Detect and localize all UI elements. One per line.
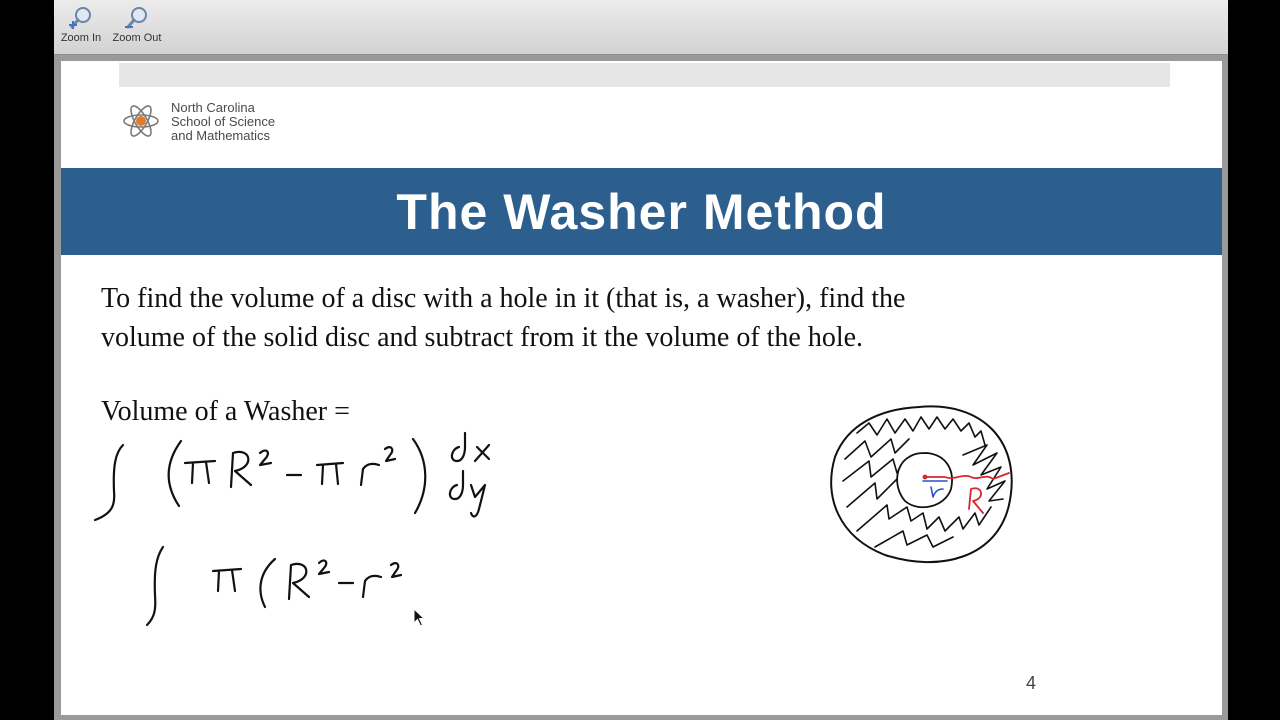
- school-name-line: and Mathematics: [171, 128, 270, 143]
- school-name-line: School of Science: [171, 114, 276, 129]
- zoom-out-button[interactable]: [110, 4, 164, 50]
- magnifier-minus-icon: [122, 5, 152, 31]
- viewer-window: [54, 0, 1228, 720]
- atom-logo-icon: [121, 101, 161, 141]
- slide-top-strip: [119, 63, 1170, 87]
- title-banner: [61, 168, 1222, 255]
- page-number: 4: [1025, 673, 1036, 693]
- washer-drawing: [831, 406, 1012, 562]
- handwritten-integral-formula: [95, 433, 489, 625]
- slide-title: The Washer Method: [396, 184, 887, 240]
- body-line: To find the volume of a disc with a hole in it (that is, a washer), find the: [101, 283, 906, 314]
- zoom-in-label: Zoom In: [60, 32, 102, 44]
- body-line: volume of the solid disc and subtract from it the volume of the hole.: [101, 322, 864, 353]
- magnifier-plus-icon: [66, 5, 96, 31]
- school-name-line: North Carolina: [171, 100, 255, 115]
- slide-body-text: [101, 279, 1181, 357]
- school-name: [171, 101, 331, 143]
- zoom-out-label: Zoom Out: [112, 32, 162, 44]
- toolbar: [54, 0, 1228, 55]
- handwritten-annotations: [61, 61, 1222, 715]
- slide-canvas[interactable]: [61, 61, 1222, 715]
- washer-volume-label: Volume of a Washer =: [101, 396, 350, 427]
- mouse-pointer-icon: [413, 608, 427, 628]
- zoom-in-button[interactable]: [54, 4, 108, 50]
